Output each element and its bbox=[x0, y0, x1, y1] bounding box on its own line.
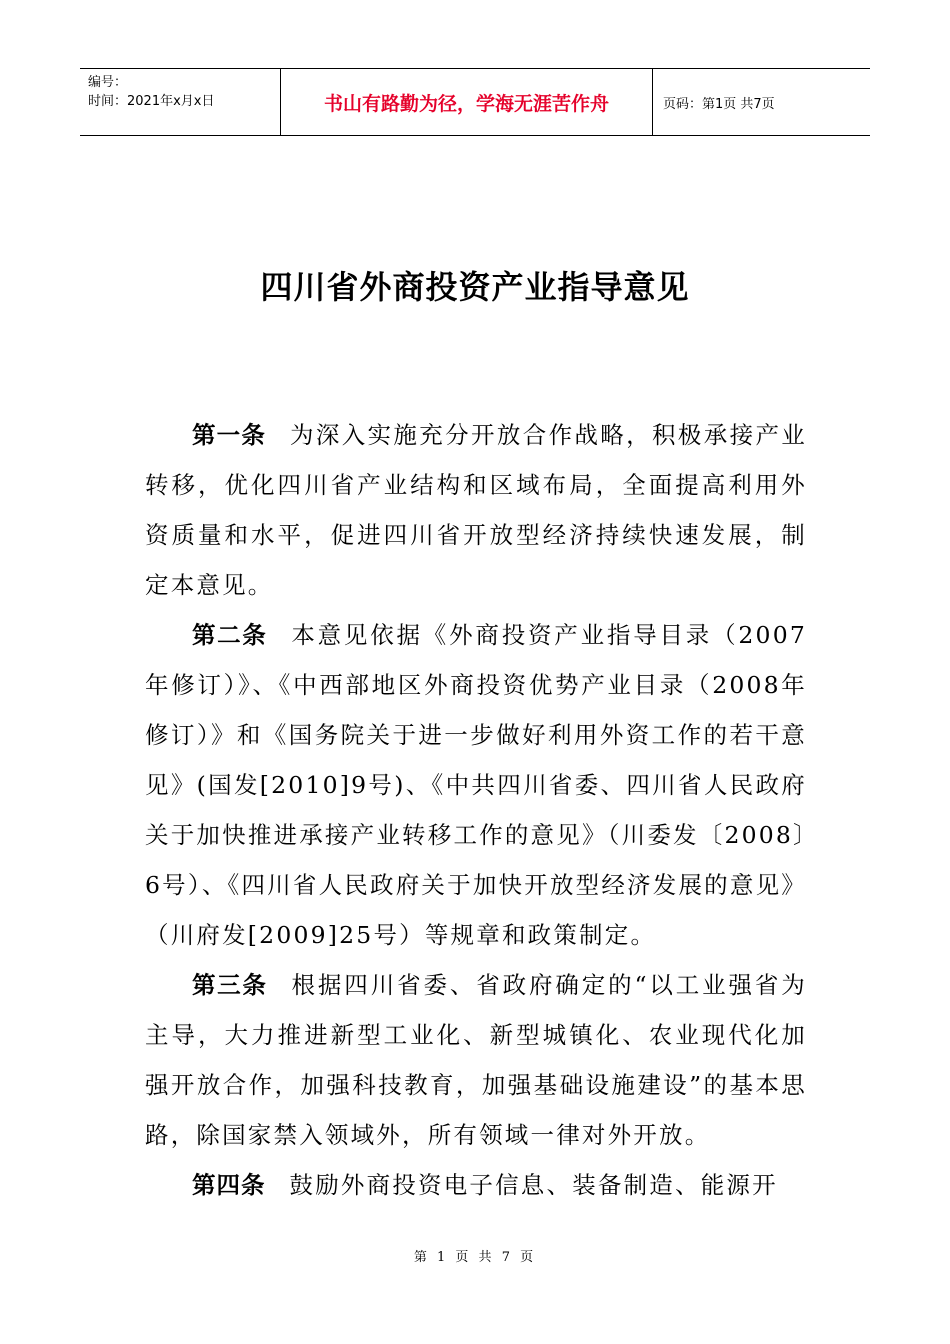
article-1-label: 第一条 bbox=[192, 421, 266, 449]
article-2-label: 第二条 bbox=[192, 621, 268, 649]
article-1 bbox=[145, 410, 807, 610]
number-label: 编号： bbox=[88, 75, 128, 90]
header-motto-cell bbox=[281, 69, 653, 135]
header-meta-cell bbox=[80, 69, 281, 135]
time-label: 时间：2021年x月x日 bbox=[88, 94, 215, 109]
header-page-cell bbox=[653, 69, 870, 135]
article-2-text: 本意见依据《外商投资产业指导目录（2007年修订）》、《中西部地区外商投资优势产业目录（2008年修订）》和《国务院关于进一步做好利用外资工作的若干意见》(国发[2010]9号)、《中共四川省委、四川省人民政府关于加快推进承接产业转移工作的意见》（川委发〔2008〕6号）、《四川省人民政府关于加快开放型经济发展的意见》（川府发[2009]25号）等规章和政策制定。 bbox=[145, 621, 808, 949]
article-4-label: 第四条 bbox=[192, 1171, 266, 1199]
document-header-table bbox=[80, 68, 870, 136]
article-3-label: 第三条 bbox=[192, 971, 268, 999]
motto-text: 书山有路勤为径，学海无涯苦作舟 bbox=[323, 92, 609, 115]
article-3-text: 根据四川省委、省政府确定的“以工业强省为主导，大力推进新型工业化、新型城镇化、农业现代化加强开放合作，加强科技教育，加强基础设施建设”的基本思路，除国家禁入领域外，所有领域一律对外开放。 bbox=[145, 971, 808, 1149]
article-4 bbox=[145, 1160, 807, 1210]
page-info: 页码：第1页 共7页 bbox=[663, 96, 775, 112]
article-3 bbox=[145, 960, 807, 1160]
document-body bbox=[145, 410, 807, 1210]
article-1-text: 为深入实施充分开放合作战略，积极承接产业转移，优化四川省产业结构和区域布局，全面提高利用外资质量和水平，促进四川省开放型经济持续快速发展，制定本意见。 bbox=[145, 421, 808, 599]
article-2 bbox=[145, 610, 807, 960]
page-footer: 第 1 页 共 7 页 bbox=[413, 1250, 537, 1265]
article-4-text: 鼓励外商投资电子信息、装备制造、能源开 bbox=[289, 1171, 778, 1199]
document-title: 四川省外商投资产业指导意见 bbox=[260, 268, 690, 306]
